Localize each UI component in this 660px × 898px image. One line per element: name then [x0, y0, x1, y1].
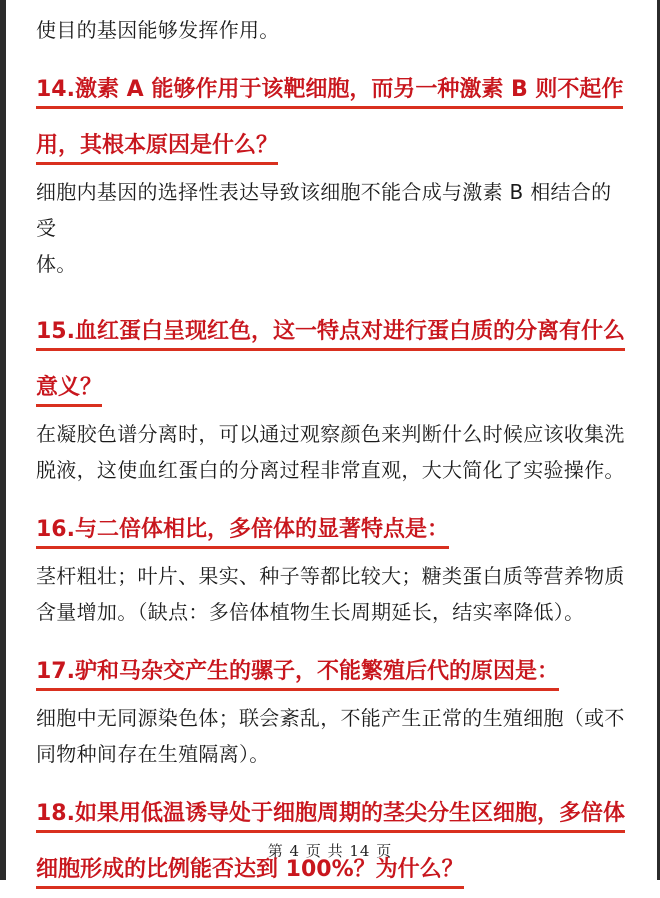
answer-17: [36, 700, 626, 772]
answer-16-line-1: 茎杆粗壮；叶片、果实、种子等都比较大；糖类蛋白质等营养物质: [36, 564, 625, 588]
question-16: [36, 502, 626, 558]
question-18-line-2: 细胞形成的比例能否达到 100%？为什么？: [36, 857, 464, 889]
answer-14: [36, 174, 626, 282]
question-17-line-1: 17.驴和马杂交产生的骡子，不能繁殖后代的原因是：: [36, 659, 559, 691]
answer-16-line-2: 含量增加。（缺点：多倍体植物生长周期延长，结实率降低）。: [36, 600, 585, 624]
answer-15: [36, 416, 626, 488]
qa-15: [36, 304, 626, 488]
qa-16: [36, 502, 626, 630]
answer-15-line-2: 脱液，这使血红蛋白的分离过程非常直观，大大简化了实验操作。: [36, 458, 625, 482]
left-border: [0, 0, 6, 880]
qa-14: [36, 62, 626, 282]
answer-16: [36, 558, 626, 630]
question-17: [36, 644, 626, 700]
question-14-line-2: 用，其根本原因是什么？: [36, 133, 278, 165]
qa-17: [36, 644, 626, 772]
question-15-line-1: 15.血红蛋白呈现红色，这一特点对进行蛋白质的分离有什么: [36, 319, 625, 351]
question-16-line-1: 16.与二倍体相比，多倍体的显著特点是：: [36, 517, 449, 549]
question-14-line-1: 14.激素 A 能够作用于该靶细胞，而另一种激素 B 则不起作: [36, 77, 623, 109]
question-15: [36, 304, 626, 416]
question-18-line-1: 18.如果用低温诱导处于细胞周期的茎尖分生区细胞，多倍体: [36, 801, 625, 833]
question-15-line-2: 意义？: [36, 375, 102, 407]
question-14: [36, 62, 626, 174]
answer-17-line-1: 细胞中无同源染色体；联会紊乱，不能产生正常的生殖细胞（或不: [36, 706, 625, 730]
content-area: [36, 12, 626, 898]
page-number-footer: 第 4 页 共 14 页: [267, 842, 393, 860]
answer-13-tail: 使目的基因能够发挥作用。: [36, 18, 280, 42]
answer-17-line-2: 同物种间存在生殖隔离）。: [36, 742, 270, 766]
answer-15-line-1: 在凝胶色谱分离时，可以通过观察颜色来判断什么时候应该收集洗: [36, 422, 625, 446]
answer-14-line-1: 细胞内基因的选择性表达导致该细胞不能合成与激素 B 相结合的受: [36, 180, 612, 240]
answer-14-line-2: 体。: [36, 252, 77, 276]
